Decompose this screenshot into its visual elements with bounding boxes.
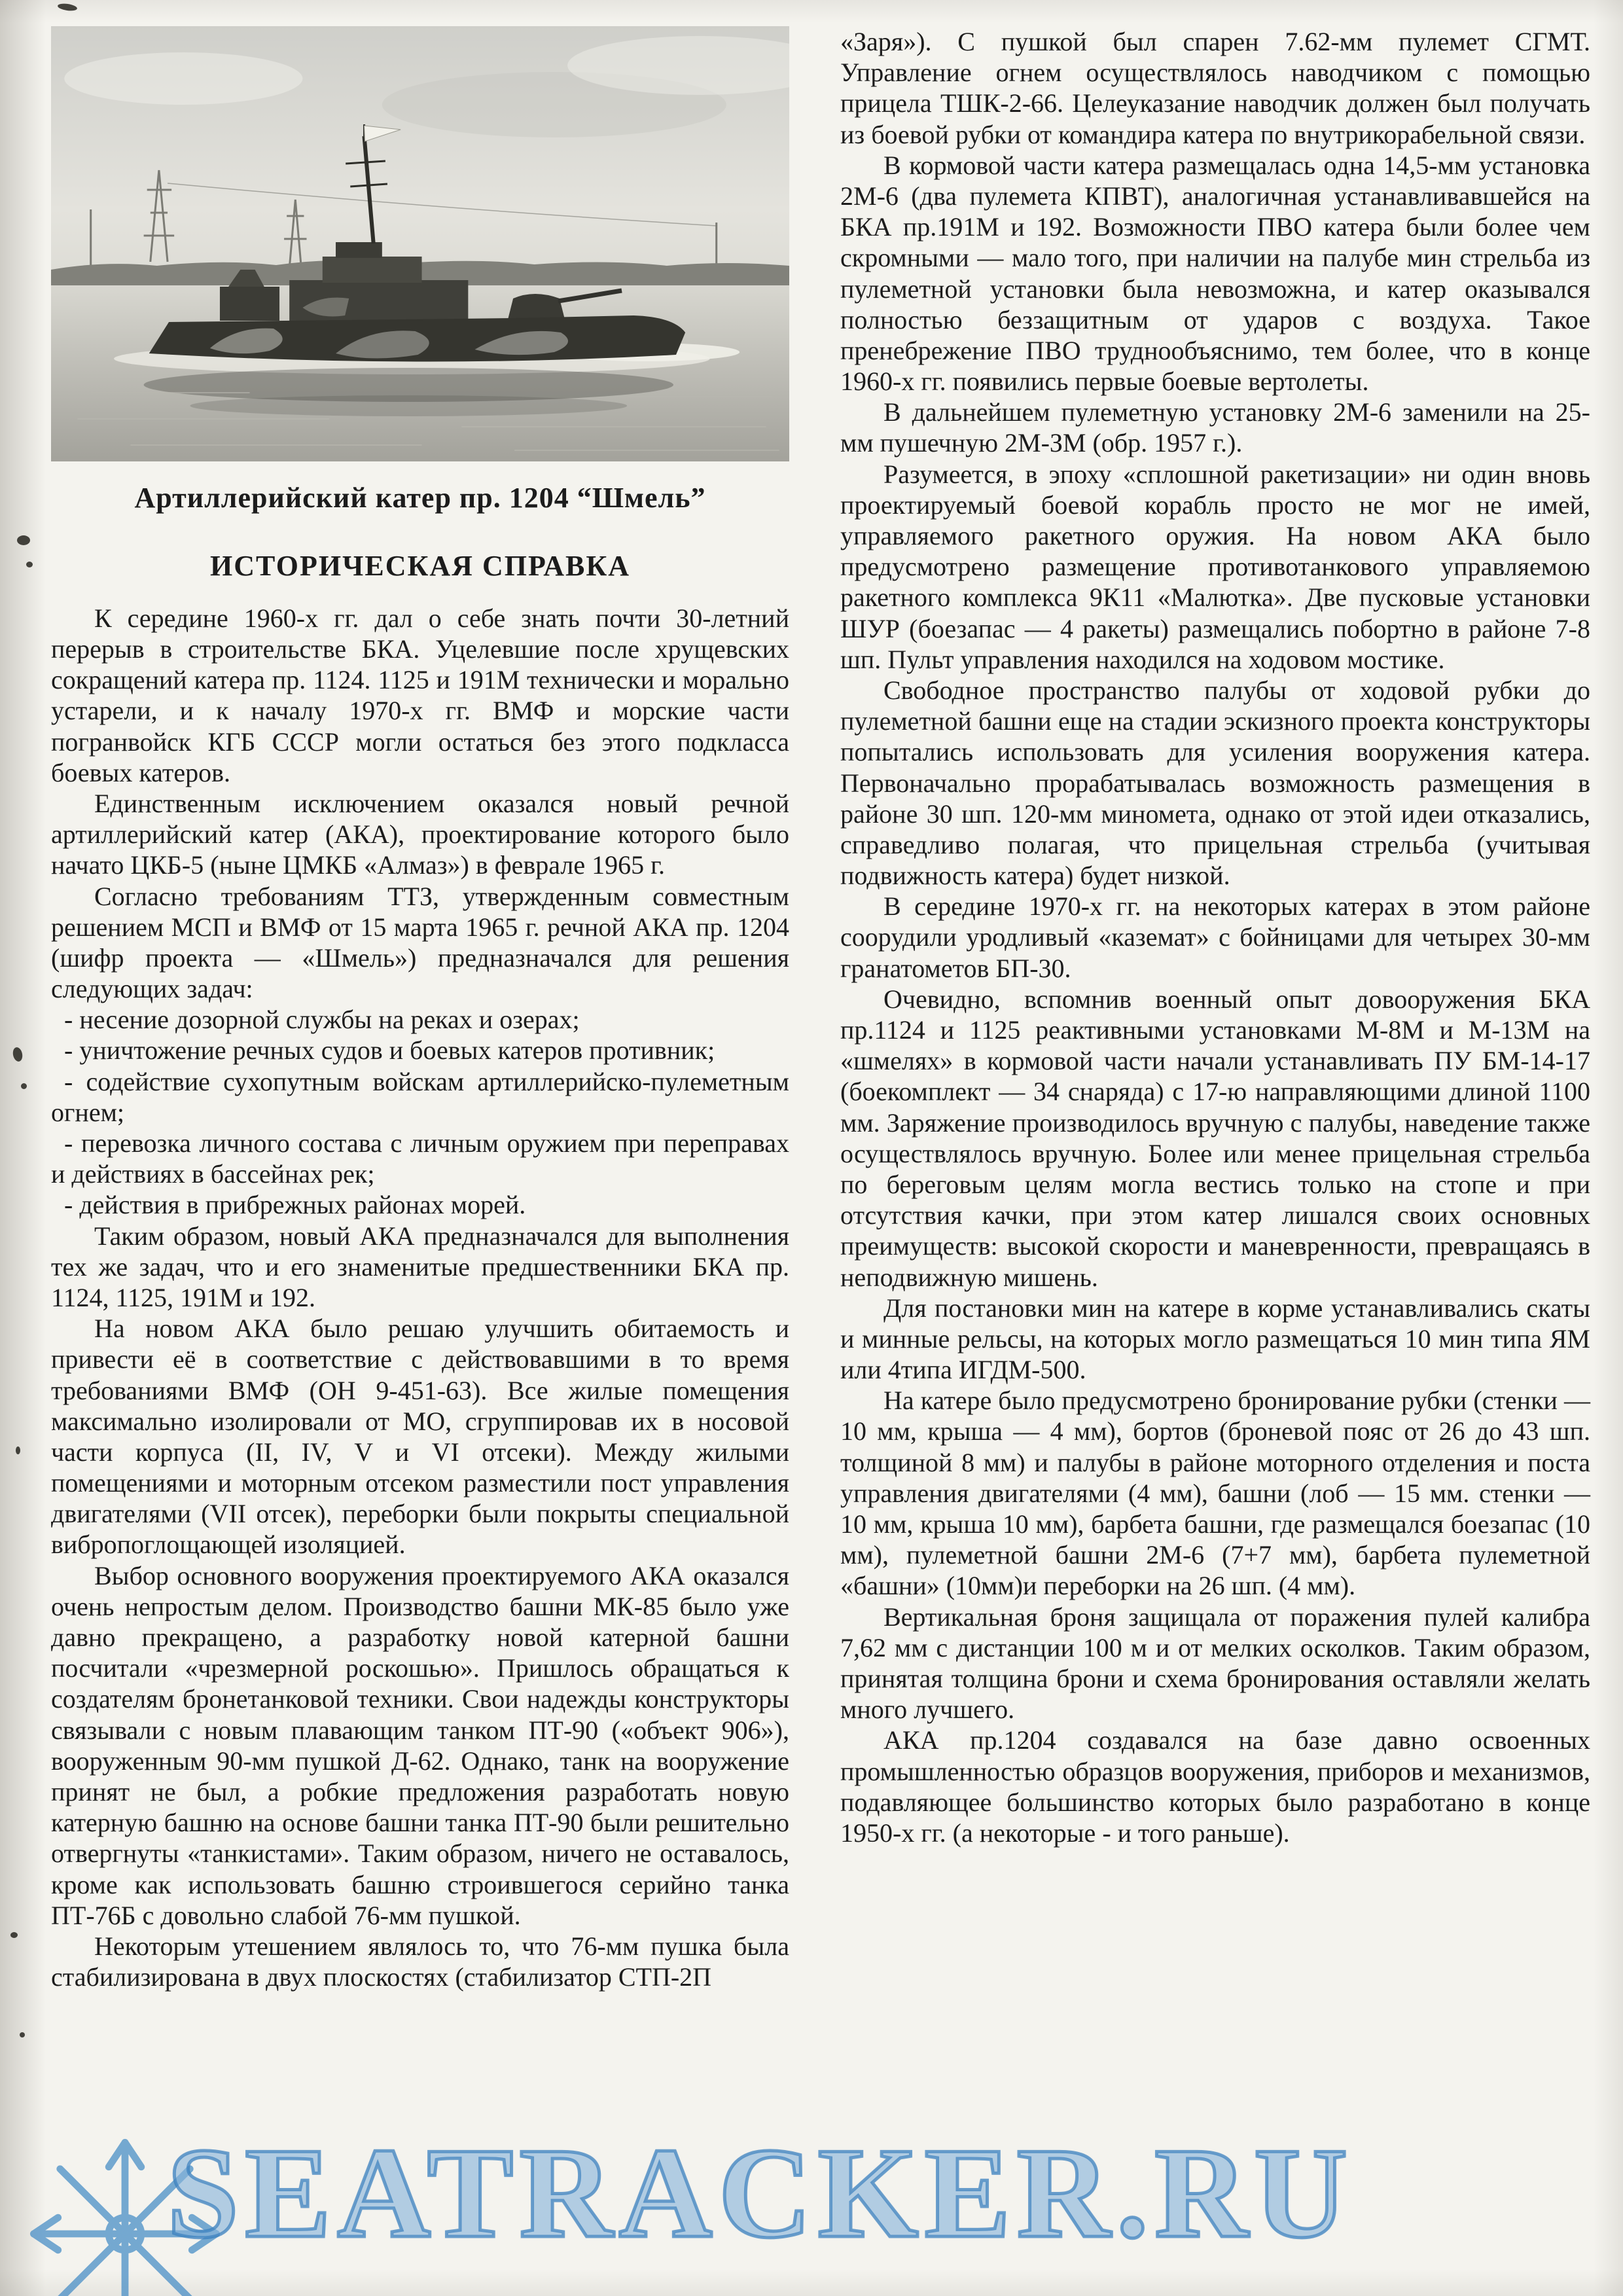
paragraph: В дальнейшем пулеметную установку 2М-6 заменили на 25-мм пушечную 2М-ЗМ (обр. 1957 г.). [840, 397, 1590, 458]
photo-sky [51, 26, 789, 288]
scan-speck [10, 1932, 18, 1938]
paragraph: Согласно требованиям ТТЗ, утвержденным совместным решением МСП и ВМФ от 15 марта 1965 г. речной АКА пр. 1204 (шифр проекта — «Шмель») предназначался для решения следующих задач: [51, 881, 789, 1004]
paragraph: Для постановки мин на катере в корме устанавливались скаты и минные рельсы, на которых могло размещаться 10 мин типа ЯМ или 4типа ИГДМ-500. [840, 1293, 1590, 1385]
boat-photo [51, 26, 789, 461]
scan-speck [20, 2032, 25, 2037]
page-content [51, 26, 1590, 2296]
left-column [51, 26, 789, 2296]
paragraph: Некоторым утешением являлось то, что 76-мм пушка была стабилизирована в двух плоскостях (стабилизатор СТП-2П [51, 1931, 789, 1992]
scan-speck [21, 1083, 27, 1089]
paragraph: Выбор основного вооружения проектируемого АКА оказался очень непростым делом. Производство башни МК-85 было уже давно прекращено, а разработку новой катерной башни посчитали «чрезмерной роскошью». Пришлось обращаться к создателям бронетанковой техники. Свои надежды конструкторы связывали с новым плавающим танком ПТ-90 («объект 906»), вооруженным 90-мм пушкой Д-62. Однако, танк на вооружение принят не был, а робкие предложения разработать новую катерную башню на основе башни танка ПТ-90 были решительно отвергнуты «танкистами». Таким образом, ничего не оставалось, кроме как использовать башню строившегося серийно танка ПТ-76Б с довольно слабой 76-мм пушкой. [51, 1560, 789, 1930]
paragraph: Единственным исключением оказался новый речной артиллерийский катер (АКА), проектирование которого было начато ЦКБ-5 (ныне ЦМКБ «Алмаз») в феврале 1965 г. [51, 788, 789, 880]
scan-speck [57, 3, 77, 12]
paragraph: Вертикальная броня защищала от поражения пулей калибра 7,62 мм с дистанции 100 м и от мелких осколков. Таким образом, принятая толщина брони и схема бронирования оставляли желать много лучшего. [840, 1602, 1590, 1725]
list-item: - действия в прибрежных районах морей. [64, 1190, 526, 1220]
right-column [840, 26, 1590, 2296]
paragraph: В середине 1970-х гг. на некоторых катерах в этом районе соорудили уродливый «каземат» с бойницами для четырех 30-мм гранатометов БП-30. [840, 891, 1590, 983]
paragraph: На новом АКА было решаю улучшить обитаемость и привести её в соответствие с действовавшими в то время требованиями ВМФ (ОН 9-451-63). Все жилые помещения максимально изолировали от МО, сгруппировав их в носовой части корпуса (II, IV, V и VI отсеки). Между жилыми помещениями и моторным отсеком разместили пост управления двигателями (VII отсек), переборки были покрыты специальной вибропоглощающей изоляцией. [51, 1314, 790, 1560]
paragraph: Очевидно, вспомнив военный опыт довооружения БКА пр.1124 и 1125 реактивными установками М-8М и М-13М на «шмелях» в кормовой части начали устанавливать ПУ БМ-14-17 (боекомплект — 34 снаряда) с 17-ю направляющими длиной 1100 мм. Заряжение производилось вручную с палубы, наведение также осуществлялось вручную. Более или менее прицельная стрельба по береговым целям могла вестись только на стопе и при отсутствия качки, при этом катер лишался своих основных преимуществ: высокой скорости и маневренности, превращаясь в неподвижную мишень. [840, 984, 1590, 1292]
paragraph: Таким образом, новый АКА предназначался для выполнения тех же задач, что и его знаменитые предшественники БКА пр. 1124, 1125, 191М и 192. [51, 1221, 789, 1312]
paragraph: На катере было предусмотрено бронирование рубки (стенки — 10 мм, крыша — 4 мм), бортов (броневой пояс от 26 до 43 шп. толщиной 8 мм) и палубы в районе моторного отделения и поста управления двигателями (4 мм), башни (лоб — 15 мм. стенки — 10 мм, крыша 10 мм), барбета башни, где размещался боезапас (10 мм), пулеметной башни 2М-6 (7+7 мм), барбета пулеметной «башни» (10мм)и переборки на 26 шп. (4 мм). [840, 1386, 1590, 1601]
list-item: - содействие сухопутным войскам артиллерийско-пулеметным огнем; [51, 1066, 789, 1127]
list-item: - несение дозорной службы на реках и озерах; [64, 1005, 580, 1035]
paragraph: АКА пр.1204 создавался на базе давно освоенных промышленностью образцов вооружения, приборов и механизмов, подавляющее большинство которых было разработано в конце 1950-х гг. (а некоторые - и того раньше). [840, 1725, 1590, 1848]
section-heading: ИСТОРИЧЕСКАЯ СПРАВКА [209, 549, 630, 582]
scan-speck [17, 535, 30, 545]
list-item: - перевозка личного состава с личным оружием при переправах и действиях в бассейнах рек; [51, 1128, 789, 1189]
scan-speck [26, 562, 33, 567]
paragraph: В кормовой части катера размещалась одна 14,5-мм установка 2М-6 (два пулемета КПВТ), аналогичная устанавливавшейся на БКА пр.191М и 192. Возможности ПВО катера были более чем скромными — мало того, при наличии на палубе мин стрельба из пулеметной установки была невозможна, и катер оказывался полностью беззащитным от ударов с воздуха. Такое пренебрежение ПВО труднообъяснимо, тем более, что в конце 1960-х гг. появились первые боевые вертолеты. [840, 150, 1590, 397]
paragraph: К середине 1960-х гг. дал о себе знать почти 30-летний перерыв в строительстве БКА. Уцелевшие после хрущевских сокращений катера пр. 1124. 1125 и 191М технически и морально устарели, и к началу 1970-х гг. ВМФ и морские части погранвойск КГБ СССР могли остаться без этого подкласса боевых катеров. [51, 603, 789, 787]
scan-speck [16, 1446, 20, 1454]
paragraph: Свободное пространство палубы от ходовой рубки до пулеметной башни еще на стадии эскизного проекта конструкторы попытались использовать для усиления вооружения катера. Первоначально прорабатывалась возможность размещения в районе 30 шп. 120-мм миномета, однако от этой идеи отказались, справедливо полагая, что прицельная стрельба (учитывая подвижность катера) будет низкой. [840, 675, 1590, 891]
paragraph: Разумеется, в эпоху «сплошной ракетизации» ни один вновь проектируемый боевой корабль просто не мог не имей, управляемого ракетного оружия. На новом АКА было предусмотрено размещение противотанкового управляемою ракетного комплекса 9К11 «Малютка». Две пусковые установки ШУР (боезапас — 4 ракеты) размещались побортно в районе 7-8 шп. Пульт управления находился на ходовом мостике. [840, 459, 1590, 674]
paragraph: «Заря»). С пушкой был спарен 7.62-мм пулемет СГМТ. Управление огнем осуществлялось наводчиком с помощью прицела ТШК-2-66. Целеуказание наводчик должен был получать из боевой рубки от командира катера по внутрикорабельной связи. [840, 27, 1590, 149]
watermark-text: SEATRACKER.RU [167, 2121, 1354, 2265]
photo-caption: Артиллерийский катер пр. 1204 “Шмель” [134, 482, 706, 514]
scan-speck [12, 1047, 24, 1062]
list-item: - уничтожение речных судов и боевых катеров противник; [64, 1035, 715, 1066]
boat-photo-illustration [51, 26, 789, 461]
